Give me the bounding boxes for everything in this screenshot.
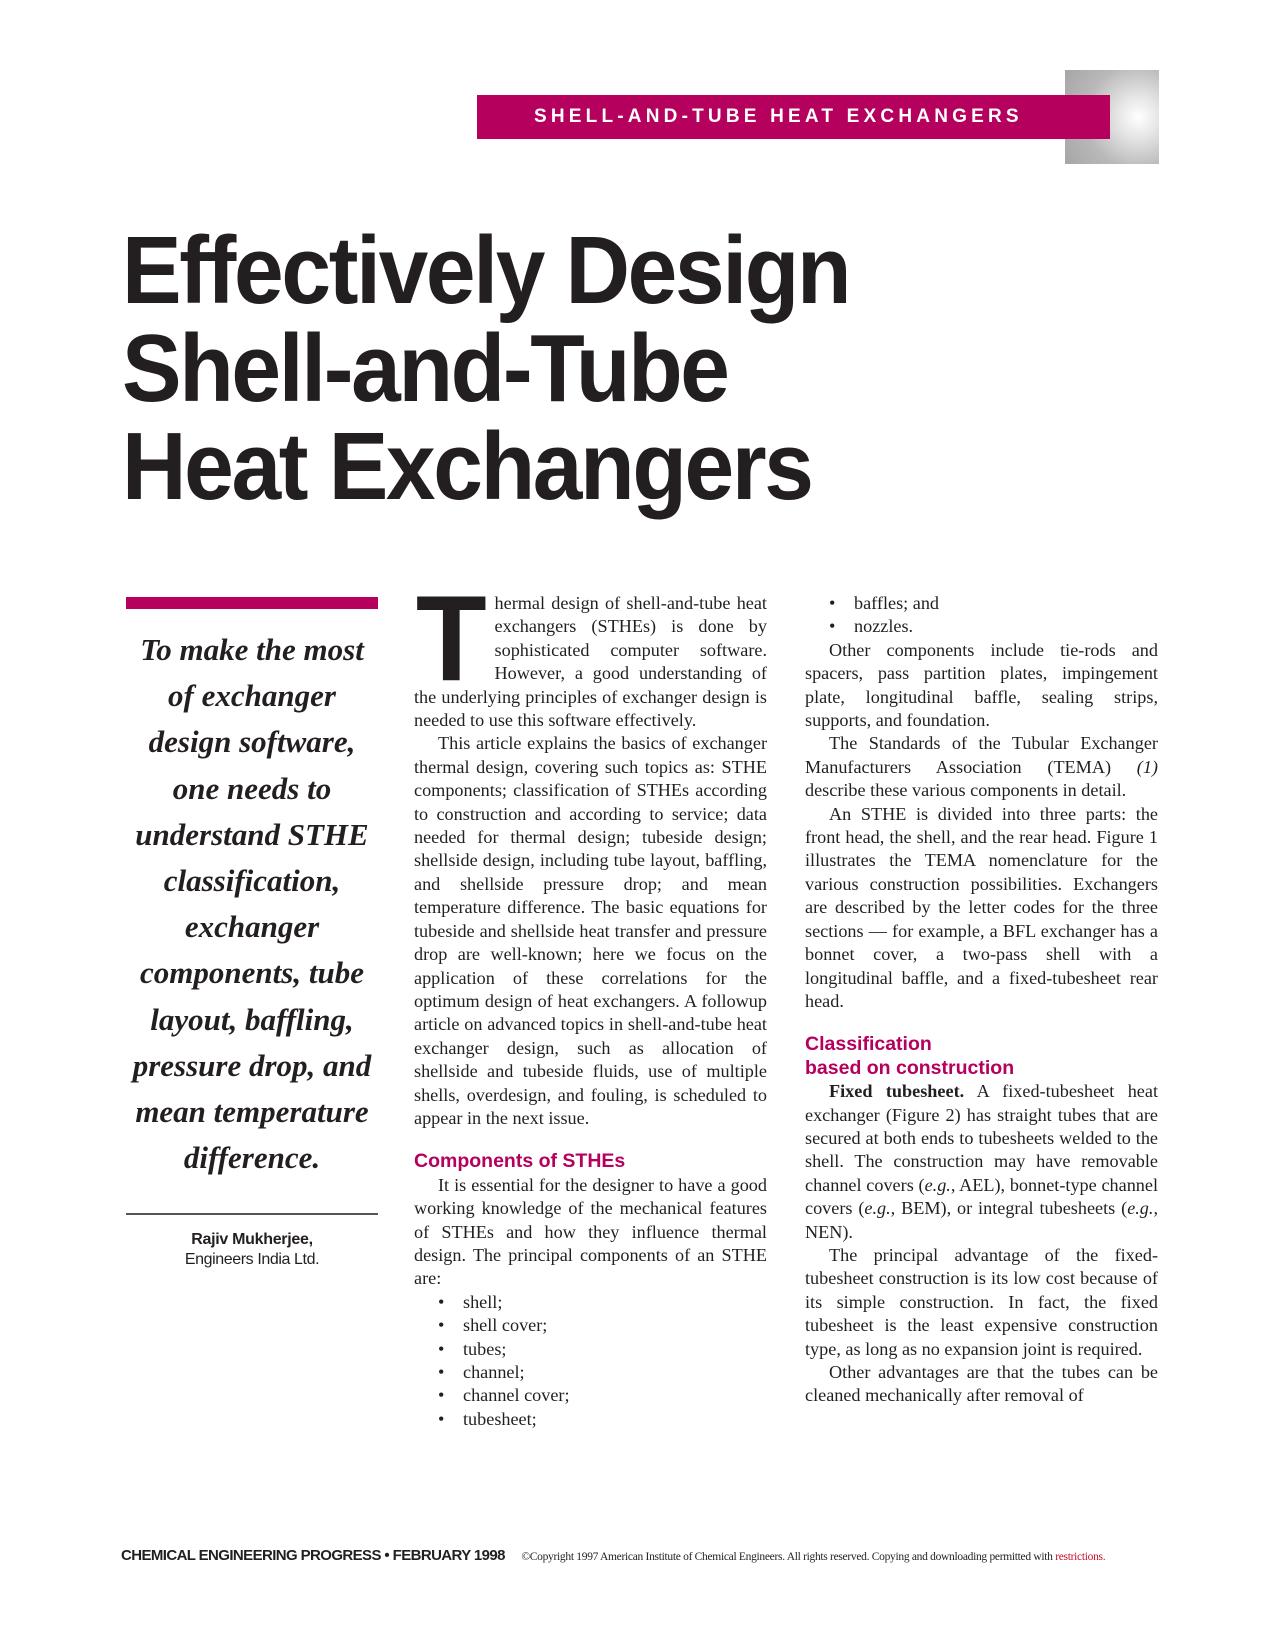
three-parts-paragraph: An STHE is divided into three parts: the front head, the shell, and the rear head. Figure 1 illustrates the TEMA nomenclature for the various construction possibilities. Exchangers are described by the letter codes for the three sections — for example, a BFL exchanger has a bonnet cover, a two-pass shell with a longitudinal baffle, and a fixed-tubesheet rear head. bbox=[805, 803, 1158, 1011]
list-item: • tubesheet; bbox=[438, 1408, 767, 1431]
list-item: • shell cover; bbox=[438, 1314, 767, 1337]
pullquote-line: To make the most bbox=[140, 632, 364, 667]
author-affiliation: Engineers India Ltd. bbox=[184, 1250, 320, 1268]
tema-paragraph: The Standards of the Tubular Exchanger Manufacturers Association (TEMA) (1) describe these various components in detail. bbox=[805, 733, 1158, 801]
pullquote-line: understand STHE bbox=[135, 816, 369, 852]
pullquote-line: design software, bbox=[148, 724, 356, 760]
body-column-1 bbox=[414, 570, 767, 1431]
other-advantages-paragraph: Other advantages are that the tubes can be cleaned mechanically after removal of bbox=[805, 1362, 1158, 1406]
pullquote bbox=[126, 627, 378, 1181]
copyright-notice: ©Copyright 1997 American Institute of Chemical Engineers. All rights reserved. Copying and downloading permitted with restrictions. bbox=[521, 1551, 1106, 1563]
subhead-classification: Classification based on construction bbox=[805, 1033, 1015, 1079]
pullquote-line: one needs to bbox=[172, 770, 332, 806]
advantage-paragraph: The principal advantage of the fixed-tubesheet construction is its low cost because of its simple construction. In fact, the fixed tubesheet is the least expensive construction type, as long as no expansion joint is required. bbox=[805, 1244, 1158, 1359]
pullquote-line: difference. bbox=[183, 1140, 321, 1176]
pullquote-line: mean temperature bbox=[135, 1094, 369, 1130]
components-list-continued bbox=[805, 592, 1158, 639]
components-list bbox=[414, 1291, 767, 1431]
list-item: • tubes; bbox=[438, 1338, 767, 1361]
other-components-paragraph: Other components include tie-rods and spacers, pass partition plates, impingement plate, longitudinal baffle, sealing strips, supports, and foundation. bbox=[805, 639, 1158, 731]
article-title bbox=[122, 217, 1033, 520]
pullquote-line: pressure drop, and bbox=[132, 1047, 372, 1083]
author-name: Rajiv Mukherjee, bbox=[191, 1230, 313, 1248]
page-footer bbox=[121, 1547, 1221, 1565]
drop-cap: T bbox=[415, 570, 487, 706]
list-item: • channel; bbox=[438, 1361, 767, 1384]
pullquote-line: exchanger bbox=[184, 909, 320, 945]
sidebar-accent-rule bbox=[126, 597, 378, 609]
list-item: • nozzles. bbox=[829, 615, 1158, 638]
restrictions-link[interactable]: restrictions. bbox=[1055, 1551, 1106, 1563]
author-block bbox=[126, 1231, 378, 1269]
subhead-components: Components of STHEs bbox=[414, 1150, 626, 1173]
pullquote-line: of exchanger bbox=[168, 678, 336, 714]
overview-paragraph: This article explains the basics of exchanger thermal design, covering such topics as: STHE components; classification of STHEs according to construction and according to service; data needed for thermal design; tubeside design; shellside design, including tube layout, baffling, and shellside pressure drop; and mean temperature difference. The basic equations for tubeside and shellside heat transfer and pressure drop are well-known; here we focus on the application of these correlations for the optimum design of heat exchangers. A followup article on advanced topics in shell-and-tube heat exchanger design, such as allocation of shellside and tubeside fluids, use of multiple shells, overdesign, and fouling, is scheduled to appear in the next issue. bbox=[414, 733, 767, 1128]
title-line: Shell-and-Tube bbox=[122, 315, 728, 422]
pullquote-line: classification, bbox=[163, 863, 341, 899]
pullquote-line: components, tube bbox=[140, 955, 364, 991]
intro-paragraph: Thermal design of shell-and-tube heat exchangers (STHEs) is done by sophisticated computer software. However, a good understanding of the underlying principles of exchanger design is needed to use this software effectively. bbox=[414, 570, 767, 731]
body-column-2 bbox=[805, 592, 1158, 1408]
title-line: Effectively Design bbox=[122, 217, 850, 324]
section-banner: SHELL-AND-TUBE HEAT EXCHANGERS bbox=[477, 95, 1110, 139]
fixed-tubesheet-paragraph: Fixed tubesheet. A fixed-tubesheet heat exchanger (Figure 2) has straight tubes that are secured at both ends to tubesheets welded to the shell. The construction may have removable channel covers (e.g., AEL), bonnet-type channel covers (e.g., BEM), or integral tubesheets (e.g., NEN). bbox=[805, 1081, 1159, 1242]
sidebar-divider bbox=[126, 1213, 378, 1215]
components-paragraph: It is essential for the designer to have a good working knowledge of the mechanical features of STHEs and how they influence thermal design. The principal components of an STHE are: bbox=[414, 1174, 767, 1289]
sidebar bbox=[126, 597, 378, 1269]
list-item: • baffles; and bbox=[829, 592, 1158, 615]
reference-citation: (1) bbox=[1136, 756, 1158, 777]
list-item: • channel cover; bbox=[438, 1384, 767, 1407]
runin-heading: Fixed tubesheet. bbox=[829, 1081, 965, 1102]
title-line: Heat Exchangers bbox=[122, 413, 812, 520]
journal-issue: CHEMICAL ENGINEERING PROGRESS • FEBRUARY 1998 bbox=[121, 1547, 505, 1564]
pullquote-line: layout, baffling, bbox=[150, 1001, 354, 1037]
list-item: • shell; bbox=[438, 1291, 767, 1314]
